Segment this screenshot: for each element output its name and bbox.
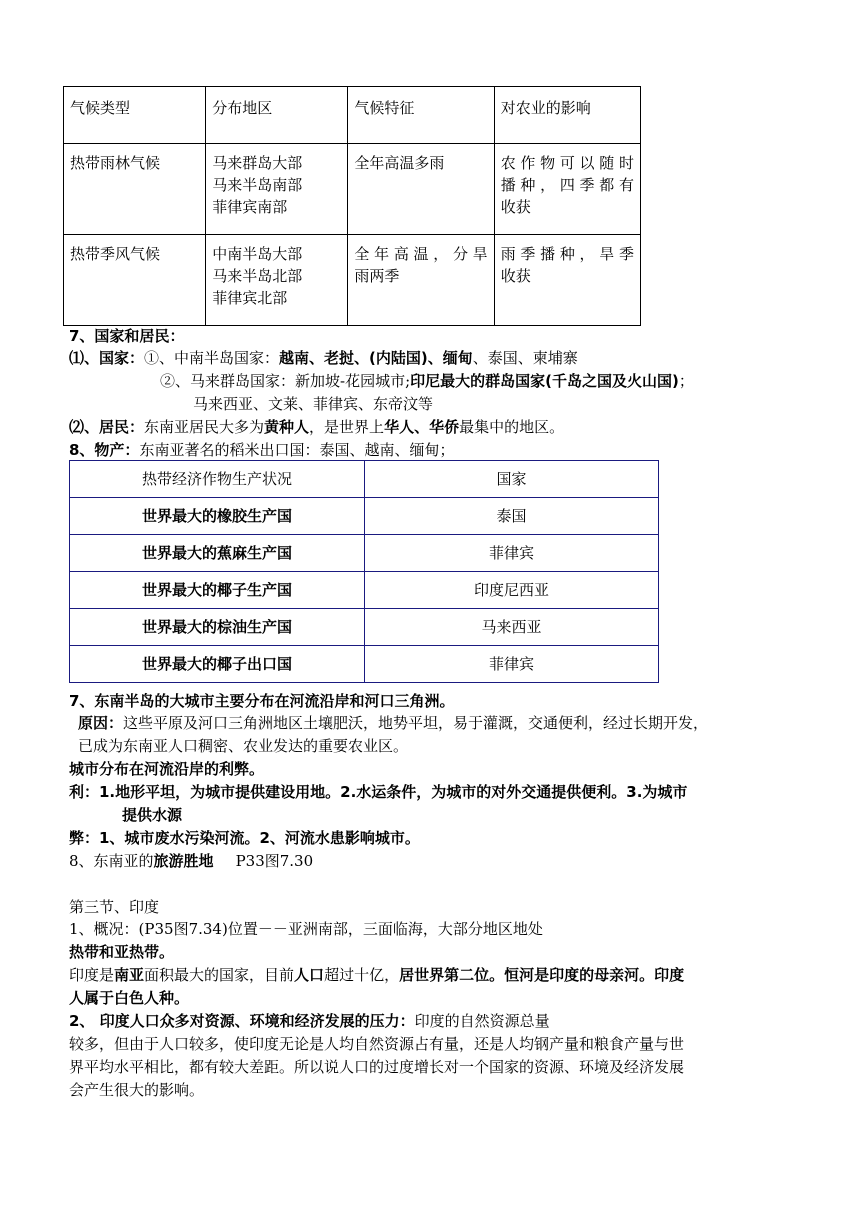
table-row (70, 535, 659, 572)
region-line: 菲律宾南部 (212, 198, 288, 216)
cons-line: 弊：1、城市废水污染河流。2、河流水患影响城市。 (69, 829, 420, 847)
climate-header-agriculture: 对农业的影响 (494, 87, 640, 144)
climate-feature-cell (348, 144, 494, 235)
climate-type-cell: 热带季风气候 (64, 235, 206, 326)
climate-header-feature: 气候特征 (348, 87, 494, 144)
india-overview-line: 1、概况：(P35图7.34)位置－－亚洲南部，三面临海，大部分地区地处 (69, 920, 543, 938)
pros-cons-title: 城市分布在河流沿岸的利弊。 (69, 760, 265, 778)
india-heading: 第三节、印度 (69, 898, 160, 916)
feature-line: 全年高温多雨 (354, 154, 445, 172)
india-text-line: 界平均水平相比，都有较大差距。所以说人口的过度增长对一个国家的资源、环境及经济发展 (69, 1058, 685, 1076)
india-area-line: 印度是南亚面积最大的国家，目前人口超过十亿，居世界第二位。恒河是印度的母亲河。印度 (69, 966, 685, 984)
region-line: 马来半岛南部 (212, 176, 303, 194)
cities-reason-line-2: 已成为东南亚人口稠密、农业发达的重要农业区。 (78, 737, 409, 755)
region-line: 菲律宾北部 (212, 289, 288, 307)
crop-country-cell: 马来西亚 (365, 609, 659, 646)
cities-title: 7、东南半岛的大城市主要分布在河流沿岸和河口三角洲。 (69, 692, 455, 710)
agriculture-line: 收获 (500, 267, 531, 285)
agriculture-line: 播种，四季都有 (500, 176, 634, 194)
crop-status-cell: 世界最大的椰子生产国 (70, 572, 365, 609)
cities-reason-line-1: 原因：这些平原及河口三角洲地区土壤肥沃，地势平坦，易于灌溉，交通便利，经过长期开发， (78, 714, 709, 732)
table-row (64, 235, 641, 326)
climate-agriculture-cell (494, 235, 640, 326)
table-row (64, 144, 641, 235)
crops-header-country: 国家 (365, 461, 659, 498)
region-line: 中南半岛大部 (212, 245, 303, 263)
india-text-line: 较多，但由于人口较多，使印度无论是人均自然资源占有量，还是人均钢产量和粮食产量与世 (69, 1035, 685, 1053)
agriculture-line: 农作物可以随时 (500, 154, 634, 172)
countries-line-3: 马来西亚、文莱、菲律宾、东帝汶等 (193, 395, 434, 413)
india-race-line: 人属于白色人种。 (69, 989, 190, 1007)
india-text-line: 会产生很大的影响。 (69, 1081, 205, 1099)
region-line: 马来群岛大部 (212, 154, 303, 172)
climate-type-cell: 热带雨林气候 (64, 144, 206, 235)
section-countries-title: 7、国家和居民： (69, 327, 185, 345)
climate-region-cell (206, 235, 348, 326)
climate-feature-cell (348, 235, 494, 326)
agriculture-line: 雨季播种，旱季 (500, 245, 634, 263)
crop-status-cell: 世界最大的蕉麻生产国 (70, 535, 365, 572)
crop-status-cell: 世界最大的椰子出口国 (70, 646, 365, 683)
feature-line: 全年高温，分旱 (354, 245, 488, 263)
crop-status-cell: 世界最大的棕油生产国 (70, 609, 365, 646)
crop-country-cell: 印度尼西亚 (365, 572, 659, 609)
crops-table (69, 460, 659, 683)
india-pressure-line: 2、 印度人口众多对资源、环境和经济发展的压力：印度的自然资源总量 (69, 1012, 550, 1030)
crop-status-cell: 世界最大的橡胶生产国 (70, 498, 365, 535)
table-row (70, 609, 659, 646)
countries-line-1: ⑴、国家：①、中南半岛国家：越南、老挝、(内陆国)、缅甸、泰国、柬埔寨 (69, 349, 578, 367)
products-line: 8、物产：东南亚著名的稻米出口国：泰国、越南、缅甸； (69, 441, 455, 459)
crop-country-cell: 泰国 (365, 498, 659, 535)
agriculture-line: 收获 (500, 198, 531, 216)
climate-agriculture-cell (494, 144, 640, 235)
climate-header-region: 分布地区 (206, 87, 348, 144)
crops-table-header-row (70, 461, 659, 498)
table-row (70, 572, 659, 609)
climate-region-cell (206, 144, 348, 235)
table-row (70, 646, 659, 683)
countries-line-2: ②、马来群岛国家：新加坡-花园城市;印尼最大的群岛国家(千岛之国及火山国)； (160, 372, 694, 390)
feature-line: 雨两季 (354, 267, 400, 285)
pros-line-1: 利：1.地形平坦，为城市提供建设用地。2.水运条件，为城市的对外交通提供便利。3.为城市 (69, 783, 688, 801)
pros-line-2: 提供水源 (122, 806, 183, 824)
climate-header-type: 气候类型 (64, 87, 206, 144)
tourism-line: 8、东南亚的旅游胜地 P33图7.30 (69, 852, 314, 870)
crop-country-cell: 菲律宾 (365, 535, 659, 572)
crops-header-status: 热带经济作物生产状况 (70, 461, 365, 498)
climate-table-header-row (64, 87, 641, 144)
india-climate-line: 热带和亚热带。 (69, 943, 175, 961)
residents-line: ⑵、居民：东南亚居民大多为黄种人，是世界上华人、华侨最集中的地区。 (69, 418, 565, 436)
table-row (70, 498, 659, 535)
region-line: 马来半岛北部 (212, 267, 303, 285)
crop-country-cell: 菲律宾 (365, 646, 659, 683)
climate-table (63, 86, 641, 326)
